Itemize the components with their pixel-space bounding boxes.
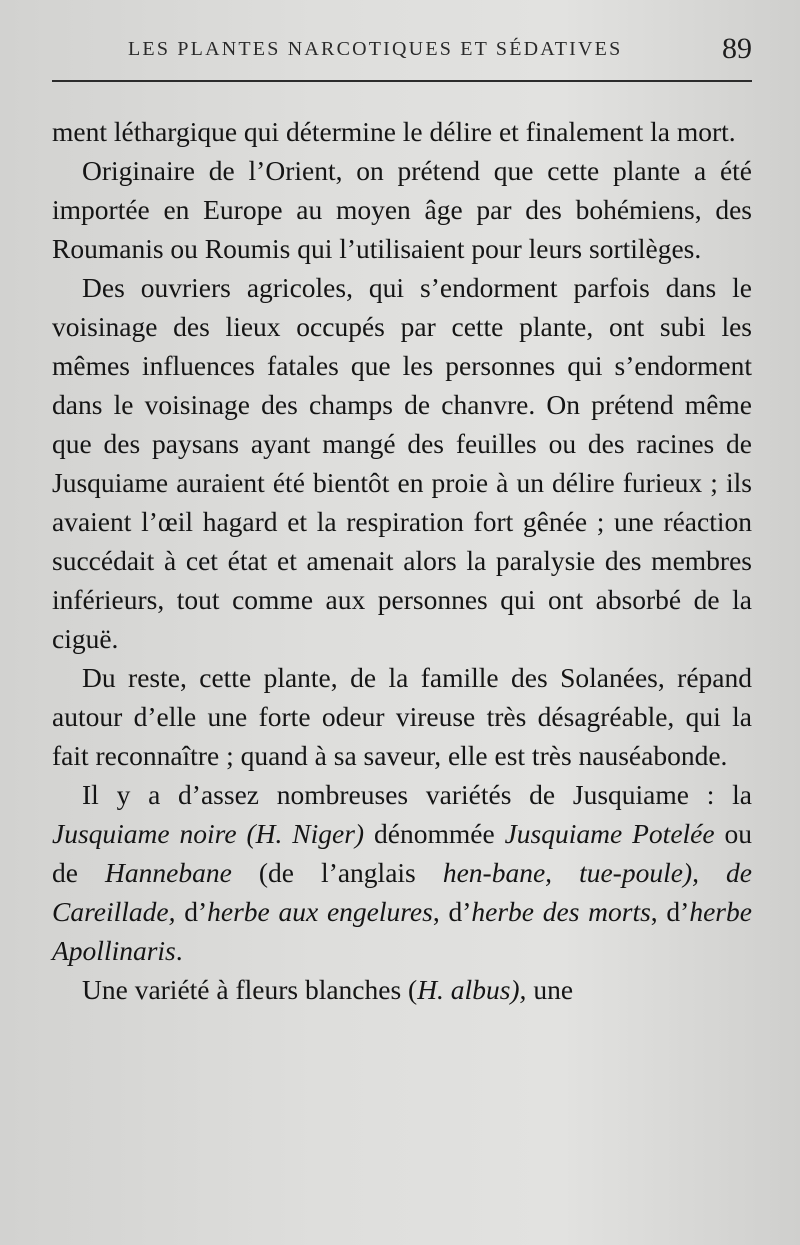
text-run: . xyxy=(175,935,183,966)
running-title: LES PLANTES NARCOTIQUES ET SÉDATIVES xyxy=(128,38,623,60)
text-run: Il y a d’assez nombreuses variétés de Jusquiame : la xyxy=(82,779,752,810)
italic-run: Jusquiame Potelée xyxy=(504,818,715,849)
text-run: une xyxy=(526,974,574,1005)
page-header xyxy=(52,32,752,76)
text-run: , d’ xyxy=(432,896,472,927)
paragraph: ment léthargique qui détermine le délire et finalement la mort. xyxy=(52,116,736,147)
italic-run: Hannebane xyxy=(105,857,232,888)
text-run: dénommée xyxy=(364,818,505,849)
text-run: , d’ xyxy=(650,896,690,927)
text-run: d’ xyxy=(175,896,208,927)
text-run: Une variété à fleurs blanches ( xyxy=(82,974,418,1005)
header-rule xyxy=(52,80,752,82)
italic-run: herbe Apollinaris xyxy=(52,896,752,966)
paragraph: Des ouvriers agricoles, qui s’endorment parfois dans le voisinage des lieux occupés par cette plante, ont subi les mêmes influences fatales que les personnes qui s’endorment dans le voisinage des champs de chanvre. On prétend même que des paysans ayant mangé des feuilles ou des racines de Jusquiame auraient été bientôt en proie à un délire furieux ; ils avaient l’œil hagard et la respiration fort gênée ; une réaction succédait à cet état et amenait alors la paralysie des membres inférieurs, tout comme aux personnes qui ont absorbé de la ciguë. xyxy=(52,272,752,654)
paragraph xyxy=(52,970,752,1009)
body-text xyxy=(52,112,752,1009)
italic-run: Jusquiame noire (H. Niger) xyxy=(52,818,365,849)
paragraph: Originaire de l’Orient, on prétend que cette plante a été importée en Europe au moyen âge par des bohémiens, des Roumanis ou Roumis qui l’utilisaient pour leurs sortilèges. xyxy=(52,155,752,264)
italic-run: herbe aux engelures xyxy=(207,896,433,927)
italic-run: herbe des morts xyxy=(471,896,651,927)
paragraph xyxy=(52,775,752,970)
text-run: ou de xyxy=(52,818,752,888)
italic-run: hen-bane, tue-poule), de Careillade, xyxy=(52,857,752,927)
italic-run: H. albus), xyxy=(417,974,527,1005)
text-run: (de l’anglais xyxy=(231,857,443,888)
page-number: 89 xyxy=(722,32,752,65)
paragraph: Du reste, cette plante, de la famille des Solanées, répand autour d’elle une forte odeur vireuse très désagréable, qui la fait reconnaître ; quand à sa saveur, elle est très nauséabonde. xyxy=(52,662,752,771)
